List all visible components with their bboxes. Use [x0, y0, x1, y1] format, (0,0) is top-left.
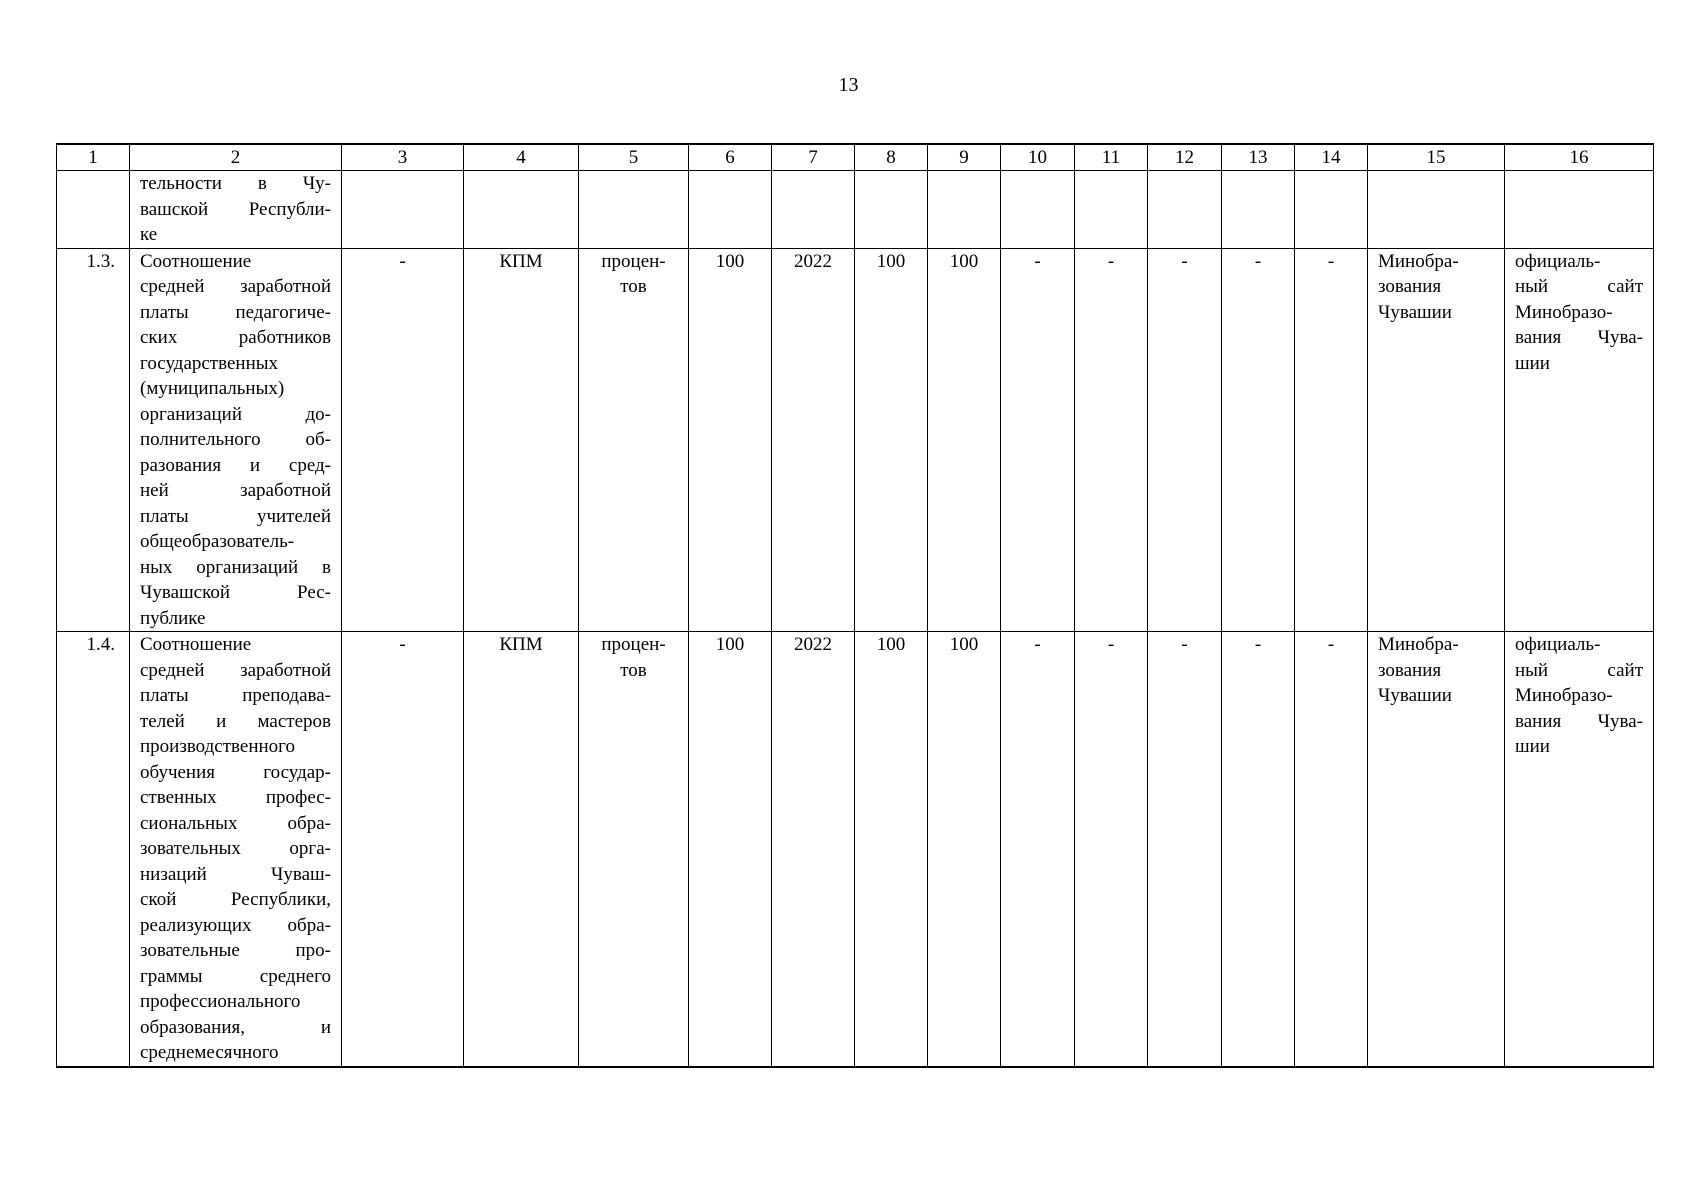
cell-col6: [689, 171, 772, 249]
cell-col8: 100: [855, 632, 928, 1067]
indicator-name-line: зовательных орга-: [140, 838, 331, 859]
info-source-line: Минобразо-: [1515, 685, 1613, 706]
cell-col9: [928, 171, 1001, 249]
responsible-org-line: Чувашии: [1378, 301, 1452, 323]
indicator-name-line: общеобразователь-: [140, 531, 295, 552]
col-header: 9: [928, 144, 1001, 171]
indicator-name-line: средней заработной: [140, 659, 331, 681]
cell-unit-line: процен-: [601, 634, 666, 655]
indicator-name: [130, 171, 342, 249]
indicator-name-line: реализующих обра-: [140, 914, 331, 936]
indicator-name-line: граммы среднего: [140, 965, 331, 987]
cell-year: 2022: [772, 632, 855, 1067]
table-row: [57, 248, 1654, 632]
responsible-org-line: Минобра-: [1378, 250, 1459, 272]
cell-col12: -: [1148, 632, 1222, 1067]
info-source-line: вания Чува-: [1515, 710, 1643, 732]
indicator-name-line: среднемесячного: [140, 1042, 279, 1063]
indicator-name-line: образования, и: [140, 1016, 331, 1038]
info-source-line: Минобразо-: [1515, 301, 1613, 323]
info-source: [1505, 248, 1654, 632]
indicator-name-line: полнительного об-: [140, 429, 331, 450]
info-source-line: ный сайт: [1515, 276, 1643, 297]
cell-unit: [579, 248, 689, 632]
indicator-name-line: ных организаций в: [140, 556, 331, 578]
cell-col4: КПМ: [464, 248, 579, 632]
indicator-name-line: производственного: [140, 736, 295, 757]
info-source-line: ный сайт: [1515, 659, 1643, 681]
cell-col9: 100: [928, 632, 1001, 1067]
cell-unit-line: тов: [620, 276, 647, 297]
col-header: 16: [1505, 144, 1654, 171]
cell-col13: -: [1222, 248, 1295, 632]
info-source: [1505, 171, 1654, 249]
info-source-line: шии: [1515, 736, 1550, 757]
indicator-name-line: ке: [140, 224, 158, 245]
table-row: [57, 171, 1654, 249]
indicator-name: [130, 632, 342, 1067]
table-row: [57, 632, 1654, 1067]
cell-unit: [579, 632, 689, 1067]
indicator-name-line: Соотношение: [140, 250, 252, 272]
col-header: 15: [1368, 144, 1505, 171]
info-source-line: официаль-: [1515, 250, 1601, 272]
cell-unit-line: процен-: [601, 250, 666, 272]
cell-col3: -: [342, 248, 464, 632]
col-header: 13: [1222, 144, 1295, 171]
indicator-name-line: платы учителей: [140, 505, 331, 527]
responsible-org-line: зования: [1378, 659, 1442, 681]
cell-col14: -: [1295, 632, 1368, 1067]
cell-col11: -: [1075, 632, 1148, 1067]
column-number-row: [57, 144, 1654, 171]
info-source-line: официаль-: [1515, 634, 1601, 655]
indicator-name-line: ской Республики,: [140, 889, 331, 910]
cell-col12: -: [1148, 248, 1222, 632]
col-header: 5: [579, 144, 689, 171]
info-source-line: вания Чува-: [1515, 327, 1643, 348]
indicator-name-line: обучения государ-: [140, 761, 331, 783]
cell-col11: [1075, 171, 1148, 249]
indicator-name-line: публике: [140, 607, 206, 629]
cell-col13: [1222, 171, 1295, 249]
responsible-org: [1368, 171, 1505, 249]
indicator-name-line: вашской Республи-: [140, 198, 331, 220]
col-header: 10: [1001, 144, 1075, 171]
indicator-name-line: ских работников: [140, 327, 331, 348]
responsible-org-line: зования: [1378, 276, 1442, 297]
cell-col8: [855, 171, 928, 249]
cell-col10: -: [1001, 248, 1075, 632]
indicator-name-line: средней заработной: [140, 276, 331, 297]
row-number: [57, 171, 130, 249]
cell-col4: КПМ: [464, 632, 579, 1067]
col-header: 8: [855, 144, 928, 171]
responsible-org: [1368, 248, 1505, 632]
col-header: 7: [772, 144, 855, 171]
cell-col4: [464, 171, 579, 249]
responsible-org-line: Минобра-: [1378, 634, 1459, 655]
col-header: 11: [1075, 144, 1148, 171]
cell-col14: [1295, 171, 1368, 249]
cell-year: 2022: [772, 248, 855, 632]
cell-col14: -: [1295, 248, 1368, 632]
table-body: [57, 171, 1654, 1067]
indicator-name-line: профессионального: [140, 991, 301, 1012]
indicator-name-line: государственных: [140, 352, 279, 374]
indicator-name-line: (муниципальных): [140, 378, 285, 399]
indicator-name-line: платы преподава-: [140, 685, 331, 706]
cell-col8: 100: [855, 248, 928, 632]
col-header: 1: [57, 144, 130, 171]
responsible-org-line: Чувашии: [1378, 685, 1452, 706]
col-header: 2: [130, 144, 342, 171]
col-header: 12: [1148, 144, 1222, 171]
row-number: 1.4.: [57, 632, 130, 1067]
cell-col6: 100: [689, 632, 772, 1067]
indicator-name-line: телей и мастеров: [140, 710, 331, 732]
cell-unit: [579, 171, 689, 249]
indicator-name-line: ственных профес-: [140, 787, 331, 808]
cell-col11: -: [1075, 248, 1148, 632]
indicator-name-line: сиональных обра-: [140, 812, 331, 834]
indicator-name-line: Соотношение: [140, 634, 252, 655]
cell-col13: -: [1222, 632, 1295, 1067]
info-source-line: шии: [1515, 352, 1550, 374]
cell-col10: [1001, 171, 1075, 249]
indicator-name-line: тельности в Чу-: [140, 173, 331, 194]
col-header: 14: [1295, 144, 1368, 171]
indicator-name-line: низаций Чуваш-: [140, 863, 331, 885]
page-number: 13: [838, 74, 859, 96]
indicator-name-line: ней заработной: [140, 480, 331, 501]
row-number: 1.3.: [57, 248, 130, 632]
indicator-name-line: зовательные про-: [140, 940, 331, 961]
cell-col3: [342, 171, 464, 249]
cell-col6: 100: [689, 248, 772, 632]
col-header: 3: [342, 144, 464, 171]
col-header: 6: [689, 144, 772, 171]
cell-unit-line: тов: [620, 659, 647, 681]
info-source: [1505, 632, 1654, 1067]
indicator-name-line: платы педагогиче-: [140, 301, 331, 323]
indicator-name-line: Чувашской Рес-: [140, 582, 331, 603]
col-header: 4: [464, 144, 579, 171]
cell-year: [772, 171, 855, 249]
cell-col9: 100: [928, 248, 1001, 632]
cell-col12: [1148, 171, 1222, 249]
indicators-table: [56, 143, 1654, 1068]
cell-col10: -: [1001, 632, 1075, 1067]
cell-col3: -: [342, 632, 464, 1067]
indicator-name-line: организаций до-: [140, 403, 331, 425]
indicator-name-line: разования и сред-: [140, 454, 331, 476]
indicator-name: [130, 248, 342, 632]
responsible-org: [1368, 632, 1505, 1067]
